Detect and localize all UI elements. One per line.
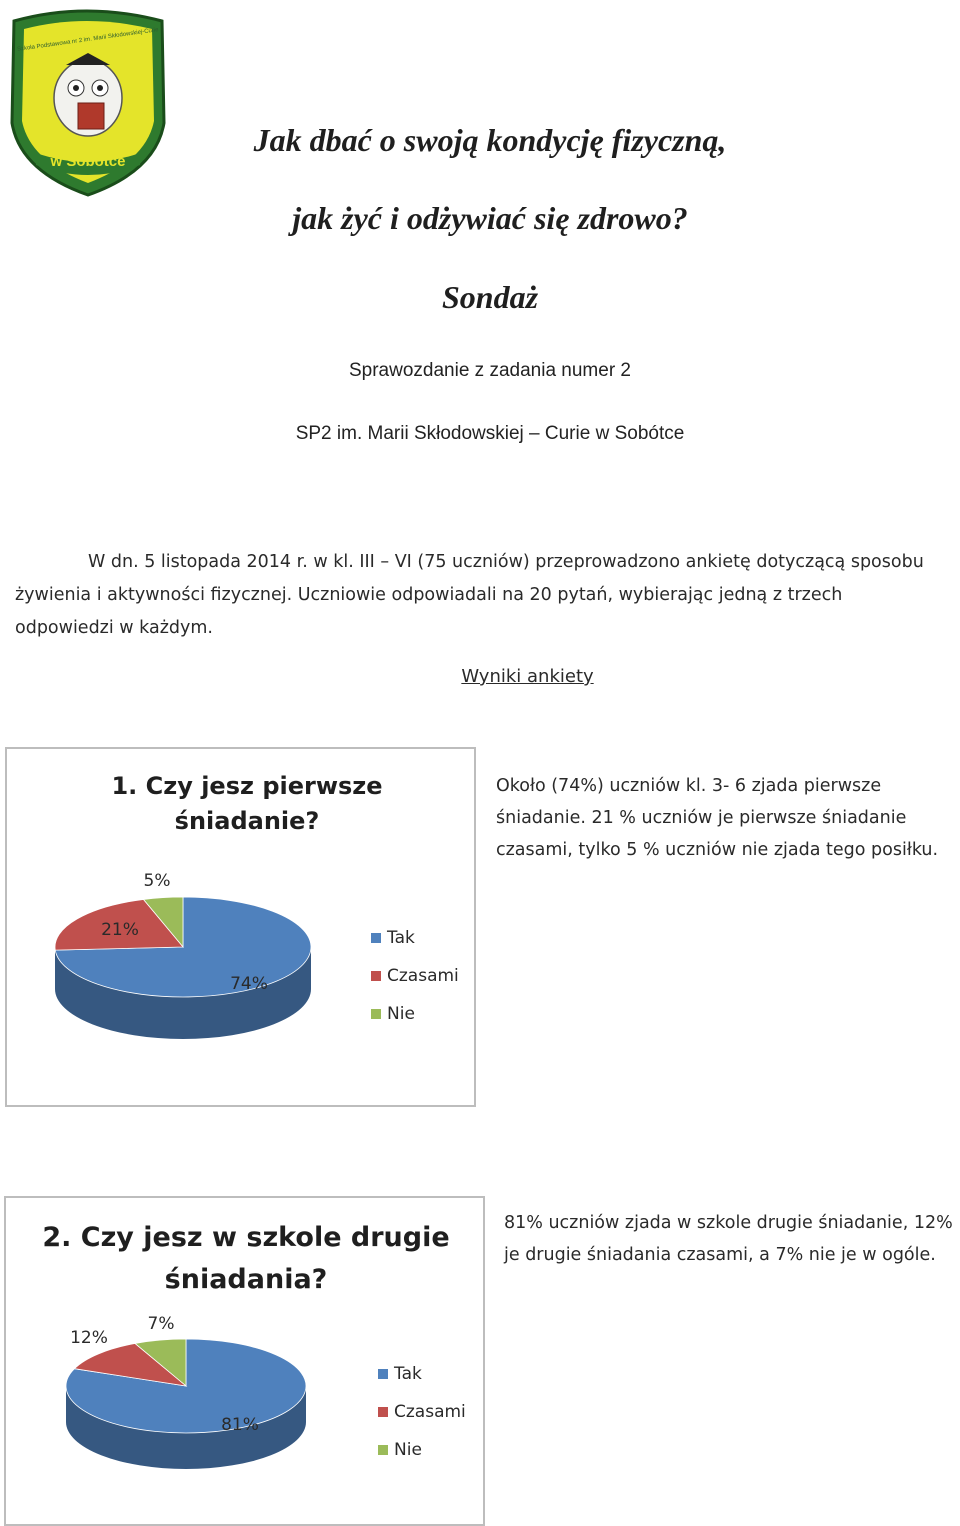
legend-swatch-czasami <box>371 971 381 981</box>
legend-label-czasami: Czasami <box>387 966 459 986</box>
chart-q1 <box>5 747 476 1107</box>
chart-title-line2: śniadania? <box>164 1264 328 1295</box>
chart-q2 <box>4 1196 485 1526</box>
subtitle-report: Sprawozdanie z zadania numer 2 <box>348 360 631 381</box>
chart-title-line2: śniadanie? <box>174 807 320 835</box>
pie-label-nie: 5% <box>143 871 171 891</box>
legend-label-tak: Tak <box>394 1364 422 1384</box>
pie-label-czasami: 21% <box>101 920 139 940</box>
intro-text: W dn. 5 listopada 2014 r. w kl. III – VI (75 uczniów) przeprowadzono ankietę dotyczącą sposobu żywienia i aktywności fizycznej. Uczniowie odpowiadali na 20 pytań, wybierając jedną z trzech odpowiedzi w każdym. <box>15 552 924 638</box>
legend-swatch-czasami <box>378 1407 388 1417</box>
legend-swatch-tak <box>371 933 381 943</box>
page-title-sondaz: Sondaż <box>441 279 539 315</box>
legend-label-nie: Nie <box>387 1004 415 1024</box>
page-title-line2: jak żyć i odżywiać się zdrowo? <box>292 200 688 236</box>
logo-text-top: Szkoła Podstawowa nr 2 im. Marii Skłodowskiej-Curie <box>16 27 159 53</box>
pie-label-tak: 74% <box>230 974 268 994</box>
legend-label-nie: Nie <box>394 1440 422 1460</box>
results-link[interactable]: Wyniki ankiety <box>461 666 594 687</box>
answer-q1: Około (74%) uczniów kl. 3- 6 zjada pierwsze śniadanie. 21 % uczniów je pierwsze śniadanie czasami, tylko 5 % uczniów nie zjada tego posiłku. <box>496 776 939 860</box>
pie-label-tak: 81% <box>221 1415 259 1435</box>
chart-title-line1: 1. Czy jesz pierwsze <box>111 772 383 800</box>
legend-swatch-nie <box>378 1445 388 1455</box>
chart-q1-svg <box>7 749 474 1105</box>
legend-label-czasami: Czasami <box>394 1402 466 1422</box>
pie-label-nie: 7% <box>147 1314 175 1334</box>
logo-text-bottom: w Sobótce <box>50 153 126 170</box>
subtitle-school: SP2 im. Marii Skłodowskiej – Curie w Sobótce <box>295 423 685 444</box>
legend-swatch-tak <box>378 1369 388 1379</box>
page-title-line1: Jak dbać o swoją kondycję fizyczną, <box>253 122 727 158</box>
pie-label-czasami: 12% <box>70 1328 108 1348</box>
intro-paragraph <box>15 546 945 645</box>
answer-q2: 81% uczniów zjada w szkole drugie śniadanie, 12% je drugie śniadania czasami, a 7% nie je w ogóle. <box>504 1213 953 1265</box>
chart-q2-svg <box>6 1198 483 1524</box>
legend-swatch-nie <box>371 1009 381 1019</box>
chart-title-line1: 2. Czy jesz w szkole drugie <box>42 1222 450 1253</box>
school-logo <box>6 3 168 198</box>
legend-label-tak: Tak <box>387 928 415 948</box>
